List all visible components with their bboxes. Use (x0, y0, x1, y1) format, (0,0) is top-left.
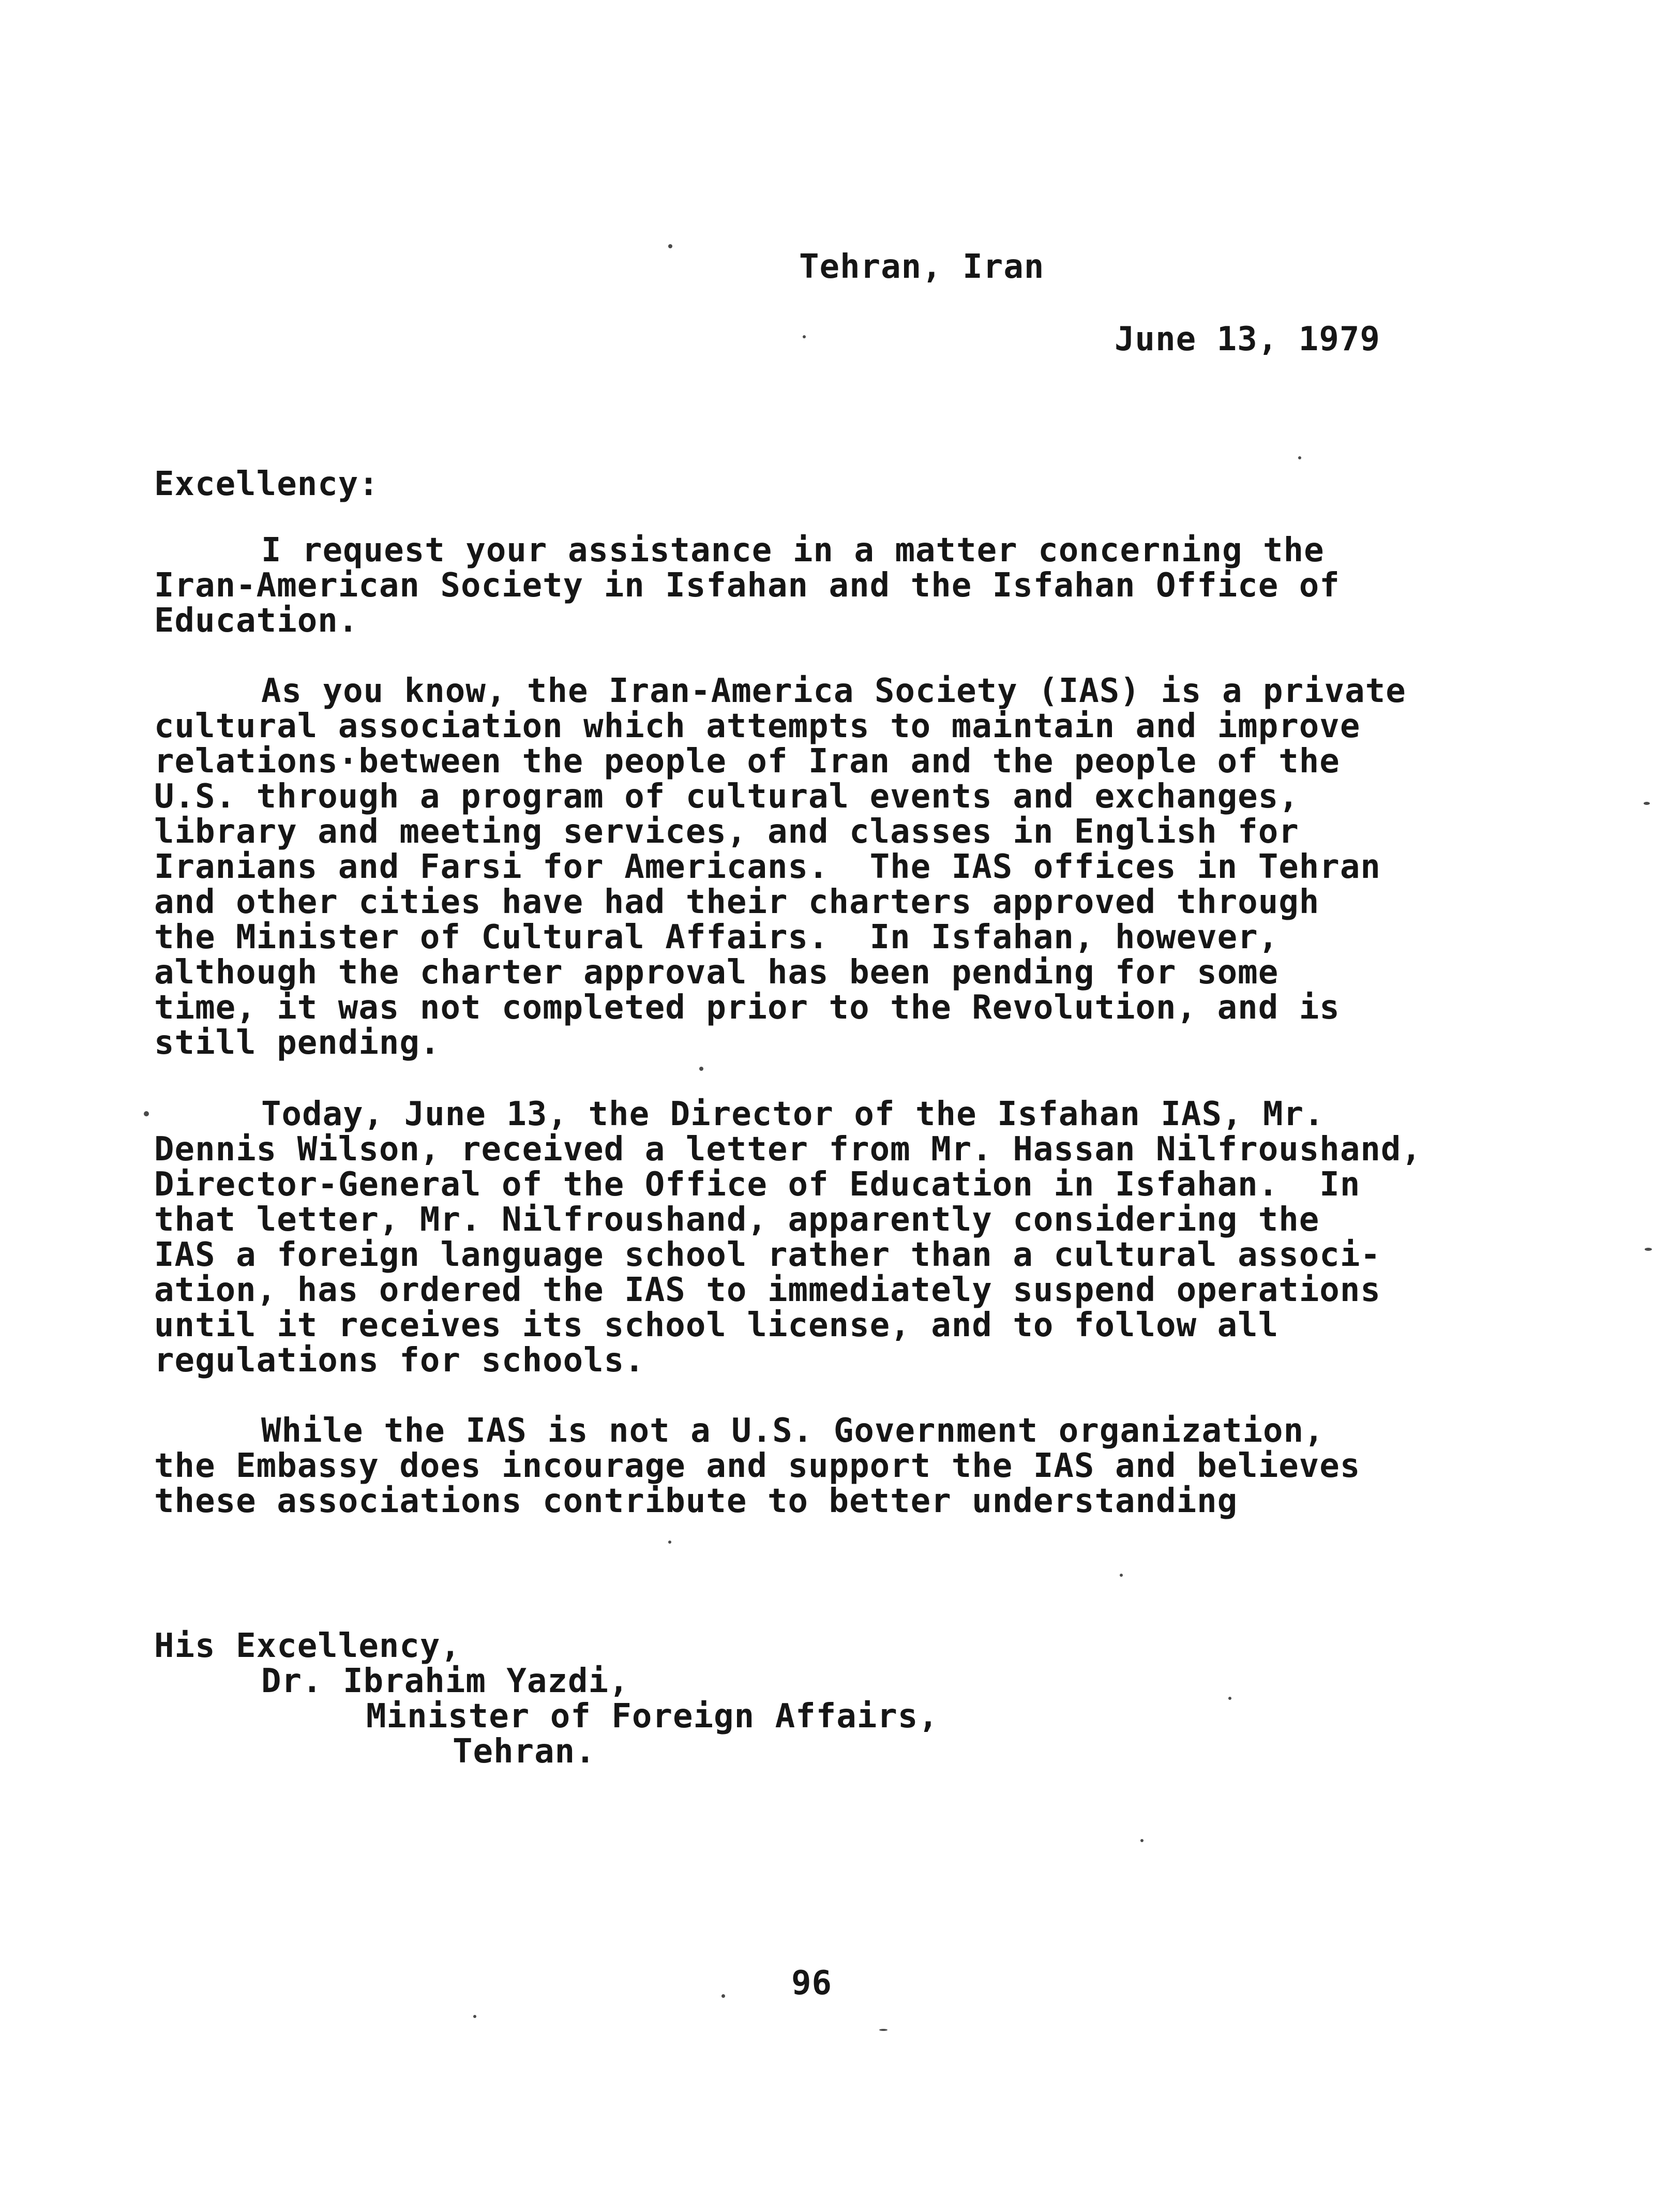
paragraph-line: these associations contribute to better understanding (154, 1482, 1238, 1520)
paragraph-line: and other cities have had their charters approved through (154, 883, 1320, 921)
addressee-line: Dr. Ibrahim Yazdi, (261, 1662, 629, 1700)
scan-speck (699, 1067, 703, 1071)
paragraph-line: regulations for schools. (154, 1341, 645, 1380)
paragraph-line: library and meeting services, and classes in English for (154, 813, 1299, 851)
letter-date: June 13, 1979 (1115, 320, 1380, 358)
paragraph-line: As you know, the Iran-America Society (IAS) is a private (261, 672, 1406, 710)
paragraph-line: although the charter approval has been pending for some (154, 953, 1279, 992)
paragraph-line: U.S. through a program of cultural events and exchanges, (154, 778, 1299, 816)
paragraph-line: until it receives its school license, and to follow all (154, 1306, 1279, 1344)
scan-speck (1228, 1697, 1231, 1700)
paragraph-line: the Minister of Cultural Affairs. In Isfahan, however, (154, 918, 1279, 956)
paragraph-line: Today, June 13, the Director of the Isfahan IAS, Mr. (261, 1095, 1325, 1133)
paragraph-line: the Embassy does incourage and support the IAS and believes (154, 1447, 1361, 1485)
paragraph-line: that letter, Mr. Nilfroushand, apparently considering the (154, 1201, 1320, 1239)
scan-speck (1644, 802, 1650, 805)
scan-speck (803, 335, 806, 338)
paragraph-line: Dennis Wilson, received a letter from Mr. Hassan Nilfroushand, (154, 1130, 1422, 1169)
addressee-line: His Excellency, (154, 1627, 461, 1665)
scan-speck (1645, 1248, 1652, 1251)
paragraph-line: relations·between the people of Iran and the people of the (154, 742, 1340, 781)
letter-salutation: Excellency: (154, 465, 379, 503)
page-number: 96 (791, 1964, 833, 2002)
paragraph-line: I request your assistance in a matter concerning the (261, 531, 1325, 570)
scan-speck (144, 1111, 149, 1116)
paragraph-line: still pending. (154, 1024, 441, 1062)
paragraph-line: time, it was not completed prior to the Revolution, and is (154, 989, 1340, 1027)
paragraph-line: While the IAS is not a U.S. Government organization, (261, 1412, 1325, 1450)
paragraph-line: IAS a foreign language school rather than a cultural associ- (154, 1236, 1381, 1274)
scan-speck (668, 1541, 671, 1544)
scan-speck (473, 2015, 476, 2018)
addressee-line: Tehran. (453, 1732, 596, 1771)
letter-place: Tehran, Iran (799, 248, 1045, 286)
paragraph-line: Education. (154, 602, 359, 640)
paragraph-line: cultural association which attempts to maintain and improve (154, 707, 1361, 745)
scan-speck (1120, 1574, 1123, 1577)
scan-speck (1140, 1839, 1144, 1842)
paragraph-line: Iran-American Society in Isfahan and the Isfahan Office of (154, 566, 1340, 605)
scan-speck (668, 244, 672, 248)
addressee-line: Minister of Foreign Affairs, (366, 1697, 939, 1736)
scan-speck (879, 2029, 887, 2031)
scan-speck (1298, 456, 1301, 459)
paragraph-line: ation, has ordered the IAS to immediately suspend operations (154, 1271, 1381, 1309)
paragraph-line: Iranians and Farsi for Americans. The IAS offices in Tehran (154, 848, 1381, 886)
scan-speck (721, 1994, 725, 1998)
paragraph-line: Director-General of the Office of Education in Isfahan. In (154, 1165, 1361, 1204)
